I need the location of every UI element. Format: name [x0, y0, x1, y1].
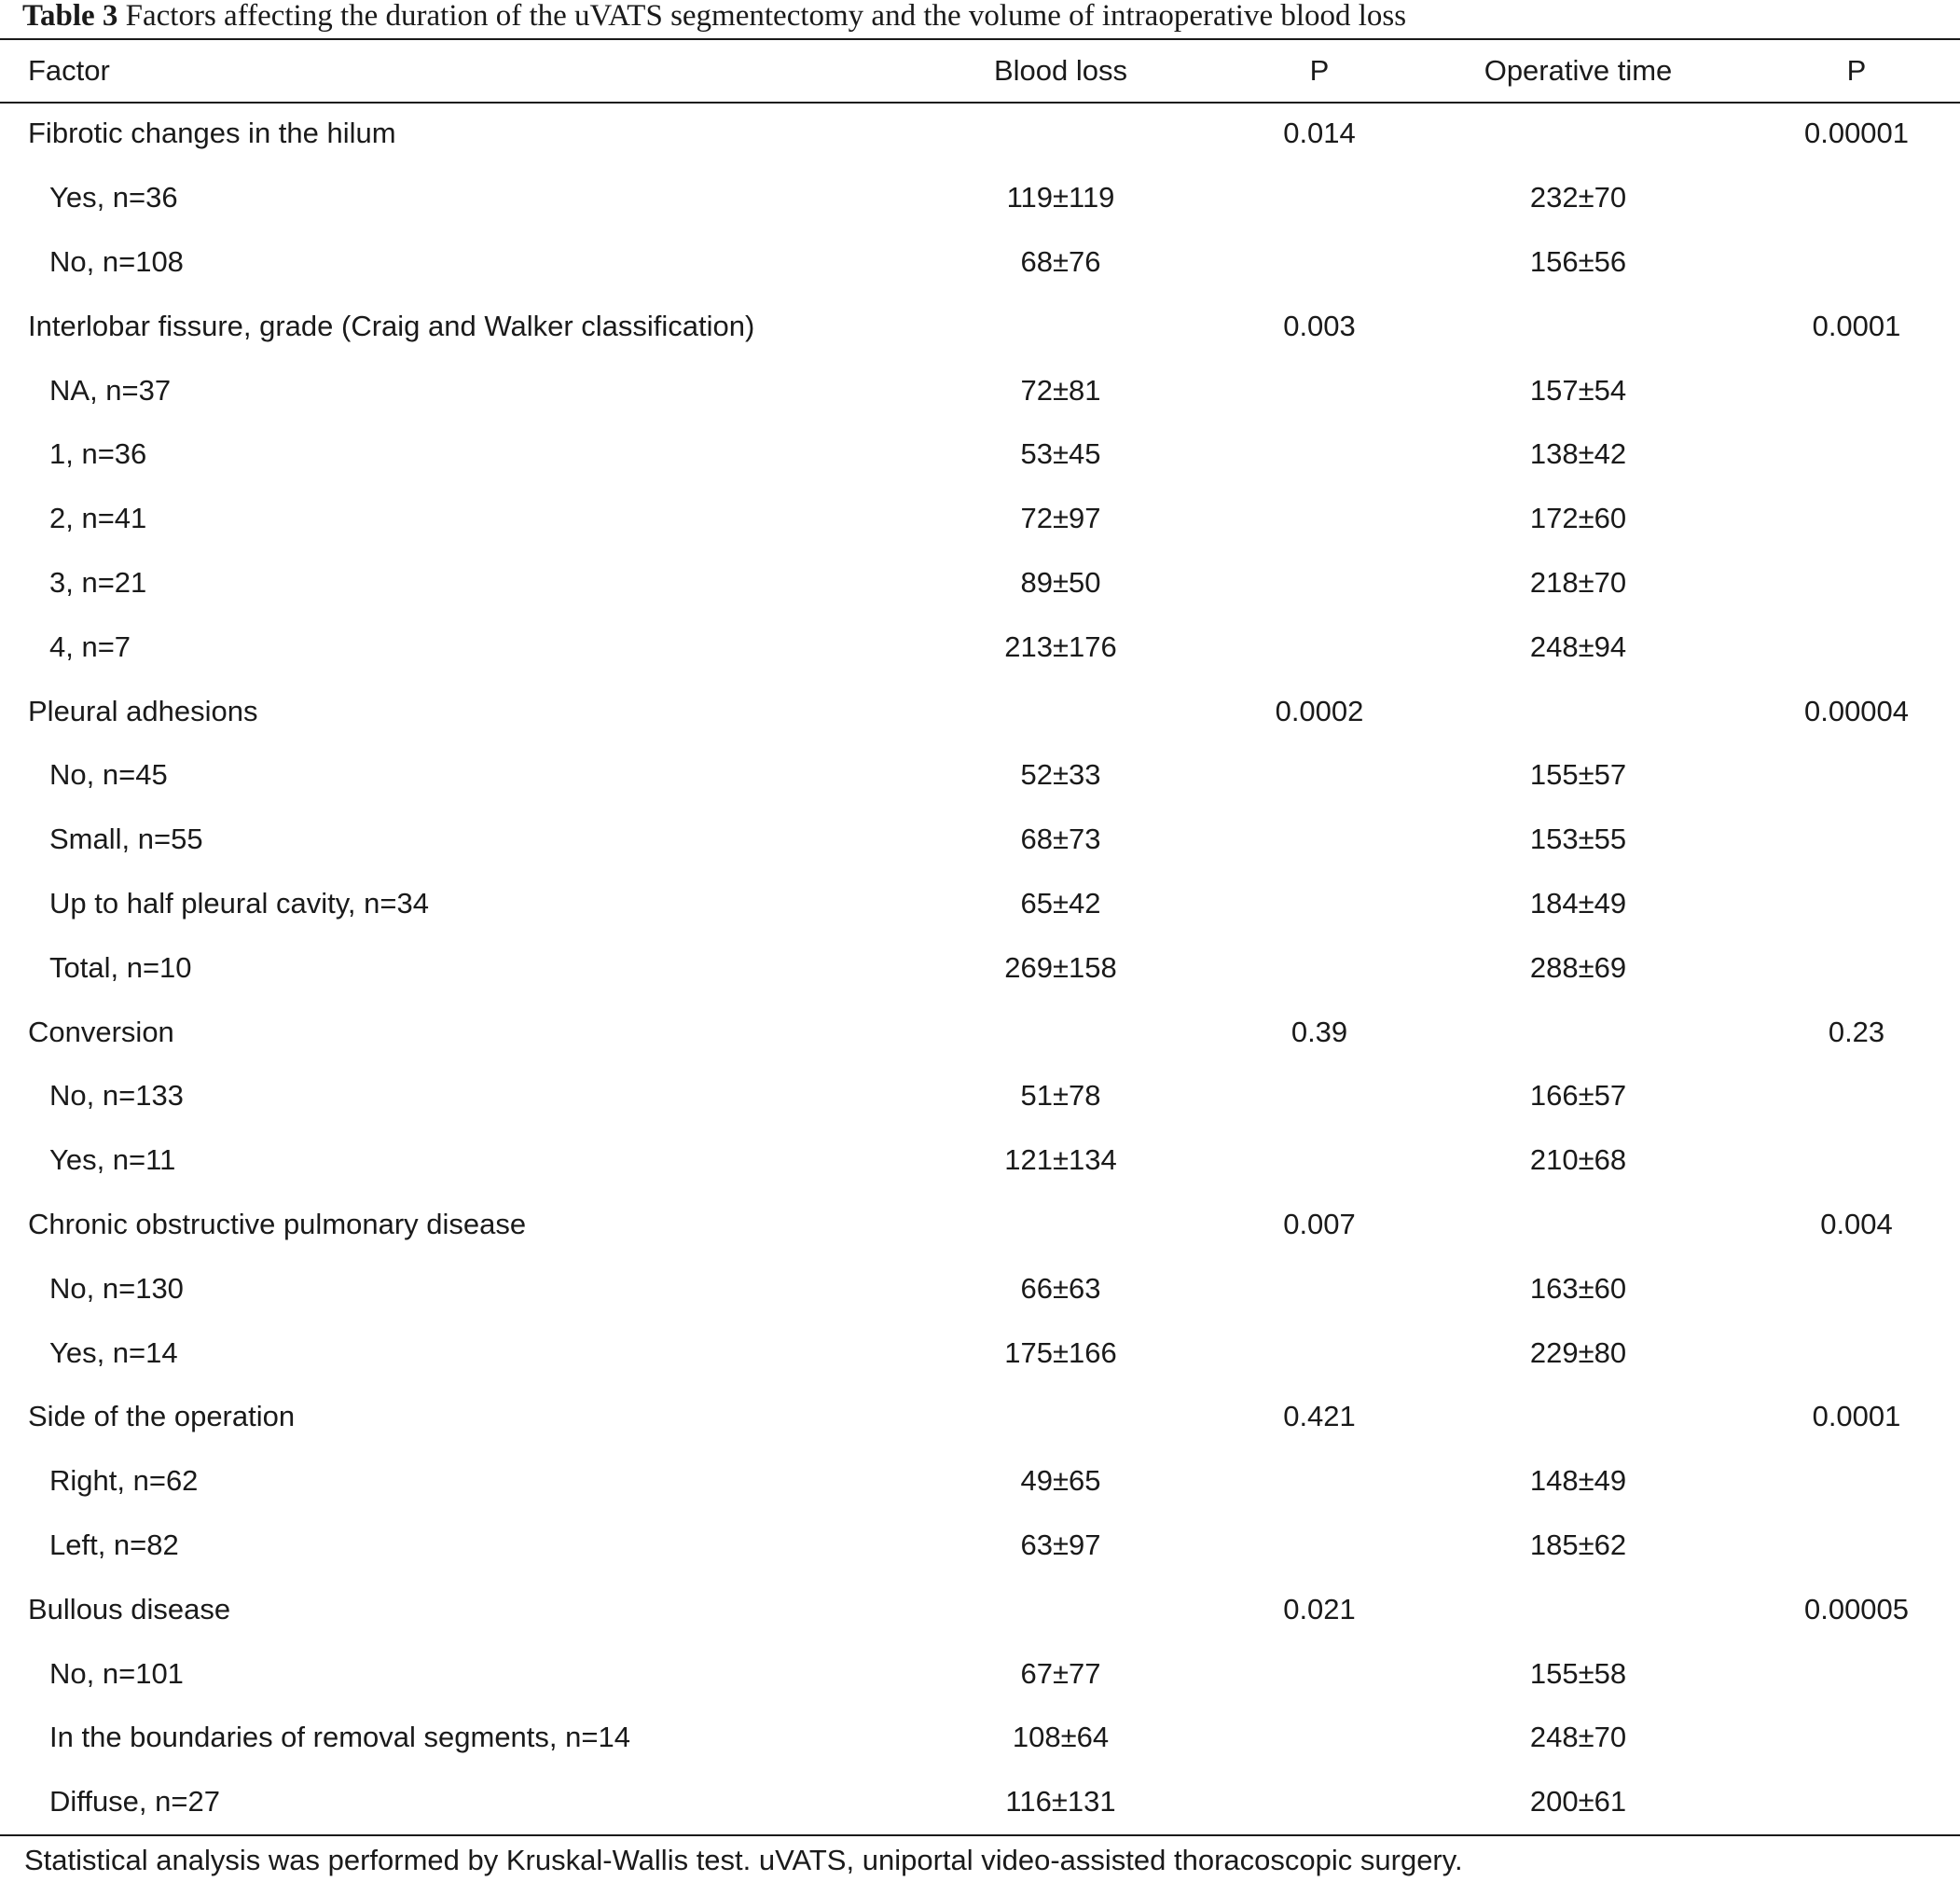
- cell-blood-loss: [886, 1193, 1235, 1257]
- cell-operative-time: 229±80: [1529, 1335, 1627, 1369]
- table-row: [0, 615, 1960, 679]
- cell-operative-time: 210±68: [1529, 1143, 1627, 1177]
- header-p-blood-loss: P: [1309, 54, 1330, 87]
- cell-p-blood-loss: 0.0002: [1275, 694, 1364, 727]
- cell-blood-loss: 269±158: [1004, 950, 1117, 984]
- cell-p-blood-loss: 0.003: [1283, 309, 1356, 342]
- cell-p-blood-loss: 0.007: [1283, 1207, 1356, 1240]
- table-row: [0, 422, 1960, 487]
- cell-p-blood-loss: [1235, 1641, 1403, 1706]
- cell-p-operative-time: 0.004: [1820, 1207, 1893, 1240]
- cell-p-operative-time: [1753, 615, 1960, 679]
- cell-blood-loss: 66±63: [1020, 1271, 1101, 1305]
- cell-p-blood-loss: [1235, 1514, 1403, 1578]
- cell-p-operative-time: [1753, 1770, 1960, 1834]
- table-row: [0, 551, 1960, 615]
- cell-blood-loss: 121±134: [1004, 1143, 1117, 1177]
- cell-operative-time: [1403, 102, 1753, 166]
- cell-p-blood-loss: [1235, 422, 1403, 487]
- cell-operative-time: [1403, 679, 1753, 743]
- factors-table: [0, 40, 1960, 1834]
- cell-p-blood-loss: [1235, 1449, 1403, 1514]
- cell-p-blood-loss: [1235, 1256, 1403, 1321]
- cell-factor: Yes, n=11: [49, 1143, 176, 1177]
- cell-p-operative-time: [1753, 1449, 1960, 1514]
- cell-p-operative-time: 0.00005: [1803, 1592, 1910, 1625]
- header-operative-time: Operative time: [1484, 54, 1673, 87]
- cell-p-blood-loss: [1235, 743, 1403, 808]
- table-group-row: [0, 679, 1960, 743]
- cell-p-operative-time: [1753, 487, 1960, 551]
- cell-factor: Yes, n=14: [49, 1335, 178, 1369]
- cell-p-blood-loss: [1235, 808, 1403, 872]
- table-group-row: [0, 1577, 1960, 1641]
- cell-p-operative-time: [1753, 230, 1960, 295]
- table-row: [0, 1064, 1960, 1128]
- cell-operative-time: 248±70: [1529, 1721, 1627, 1754]
- cell-p-operative-time: 0.23: [1828, 1015, 1885, 1048]
- table-group-row: [0, 294, 1960, 358]
- table-footnote: Statistical analysis was performed by Kruskal-Wallis test. uVATS, uniportal video-assisted thoracoscopic surgery.: [24, 1844, 1463, 1876]
- cell-factor: 1, n=36: [49, 437, 147, 471]
- cell-p-operative-time: [1753, 872, 1960, 936]
- cell-p-blood-loss: [1235, 487, 1403, 551]
- cell-p-blood-loss: [1235, 1706, 1403, 1770]
- cell-p-blood-loss: 0.39: [1291, 1015, 1348, 1048]
- cell-p-blood-loss: [1235, 358, 1403, 422]
- cell-p-blood-loss: 0.421: [1283, 1400, 1356, 1433]
- cell-p-blood-loss: [1235, 230, 1403, 295]
- table-group-row: [0, 1193, 1960, 1257]
- cell-operative-time: 148±49: [1529, 1464, 1627, 1498]
- cell-p-blood-loss: [1235, 615, 1403, 679]
- cell-factor: 4, n=7: [49, 629, 131, 663]
- cell-operative-time: 156±56: [1529, 244, 1627, 278]
- table-row: [0, 808, 1960, 872]
- cell-p-operative-time: 0.00004: [1803, 694, 1910, 727]
- cell-factor: Up to half pleural cavity, n=34: [49, 886, 429, 920]
- table-row: [0, 935, 1960, 1000]
- table-row: [0, 1770, 1960, 1834]
- table-body: [0, 102, 1960, 1834]
- cell-operative-time: 138±42: [1529, 437, 1627, 471]
- header-p-operative-time: P: [1846, 54, 1867, 87]
- cell-blood-loss: [886, 294, 1235, 358]
- table-row: [0, 358, 1960, 422]
- cell-blood-loss: 68±73: [1020, 823, 1101, 856]
- table-row: [0, 872, 1960, 936]
- cell-factor: Right, n=62: [49, 1464, 199, 1498]
- cell-factor: 3, n=21: [49, 565, 147, 599]
- cell-p-operative-time: 0.0001: [1812, 309, 1901, 342]
- cell-p-blood-loss: [1235, 935, 1403, 1000]
- cell-operative-time: 163±60: [1529, 1271, 1627, 1305]
- cell-p-operative-time: [1753, 1128, 1960, 1193]
- cell-blood-loss: [886, 102, 1235, 166]
- cell-operative-time: 155±57: [1529, 758, 1627, 792]
- cell-operative-time: 172±60: [1529, 502, 1627, 535]
- cell-factor: No, n=101: [49, 1656, 184, 1690]
- cell-factor: No, n=130: [49, 1271, 184, 1305]
- cell-operative-time: [1403, 1577, 1753, 1641]
- cell-operative-time: 288±69: [1529, 950, 1627, 984]
- cell-blood-loss: 51±78: [1020, 1079, 1101, 1113]
- cell-factor: No, n=45: [49, 758, 168, 792]
- cell-operative-time: 218±70: [1529, 565, 1627, 599]
- table-group-row: [0, 102, 1960, 166]
- table-row: [0, 1514, 1960, 1578]
- cell-p-blood-loss: [1235, 551, 1403, 615]
- table-group-row: [0, 1000, 1960, 1064]
- cell-blood-loss: 72±97: [1020, 502, 1101, 535]
- cell-factor: 2, n=41: [49, 502, 147, 535]
- cell-blood-loss: 65±42: [1020, 886, 1101, 920]
- table-row: [0, 487, 1960, 551]
- cell-operative-time: 166±57: [1529, 1079, 1627, 1113]
- cell-blood-loss: 68±76: [1020, 244, 1101, 278]
- cell-p-operative-time: 0.00001: [1803, 117, 1910, 150]
- cell-p-operative-time: [1753, 422, 1960, 487]
- table-row: [0, 1321, 1960, 1385]
- cell-p-operative-time: [1753, 1514, 1960, 1578]
- cell-p-blood-loss: [1235, 872, 1403, 936]
- cell-operative-time: 157±54: [1529, 373, 1627, 407]
- cell-p-blood-loss: [1235, 166, 1403, 230]
- cell-operative-time: [1403, 1000, 1753, 1064]
- table-bottom-rule: [0, 1834, 1960, 1836]
- table-header-row: [0, 40, 1960, 102]
- cell-p-operative-time: 0.0001: [1812, 1400, 1901, 1433]
- cell-blood-loss: 108±64: [1012, 1721, 1110, 1754]
- cell-p-operative-time: [1753, 166, 1960, 230]
- cell-blood-loss: [886, 679, 1235, 743]
- cell-blood-loss: 53±45: [1020, 437, 1101, 471]
- cell-p-blood-loss: [1235, 1064, 1403, 1128]
- cell-operative-time: [1403, 1385, 1753, 1449]
- header-blood-loss: Blood loss: [993, 54, 1128, 87]
- cell-p-operative-time: [1753, 358, 1960, 422]
- cell-operative-time: 153±55: [1529, 823, 1627, 856]
- cell-p-operative-time: [1753, 551, 1960, 615]
- cell-factor: Interlobar fissure, grade (Craig and Walker classification): [28, 309, 755, 342]
- table-group-row: [0, 1385, 1960, 1449]
- cell-p-operative-time: [1753, 1064, 1960, 1128]
- cell-blood-loss: 63±97: [1020, 1528, 1101, 1561]
- cell-blood-loss: [886, 1000, 1235, 1064]
- cell-blood-loss: 89±50: [1020, 565, 1101, 599]
- cell-blood-loss: 175±166: [1004, 1335, 1117, 1369]
- cell-factor: Fibrotic changes in the hilum: [28, 117, 396, 150]
- cell-factor: Chronic obstructive pulmonary disease: [28, 1207, 527, 1240]
- cell-p-operative-time: [1753, 808, 1960, 872]
- cell-blood-loss: 213±176: [1004, 629, 1117, 663]
- cell-operative-time: 232±70: [1529, 181, 1627, 214]
- cell-factor: Total, n=10: [49, 950, 192, 984]
- table-label: Table 3: [22, 0, 118, 33]
- cell-factor: Side of the operation: [28, 1400, 296, 1433]
- cell-blood-loss: 49±65: [1020, 1464, 1101, 1498]
- table-row: [0, 1641, 1960, 1706]
- cell-blood-loss: [886, 1577, 1235, 1641]
- cell-factor: Pleural adhesions: [28, 694, 258, 727]
- table-row: [0, 1449, 1960, 1514]
- cell-factor: In the boundaries of removal segments, n=14: [49, 1721, 630, 1754]
- table-row: [0, 1128, 1960, 1193]
- cell-factor: Conversion: [28, 1015, 174, 1048]
- cell-p-operative-time: [1753, 1706, 1960, 1770]
- cell-operative-time: 248±94: [1529, 629, 1627, 663]
- cell-p-operative-time: [1753, 1256, 1960, 1321]
- cell-factor: Bullous disease: [28, 1592, 231, 1625]
- cell-p-operative-time: [1753, 1321, 1960, 1385]
- table-row: [0, 1256, 1960, 1321]
- header-factor: Factor: [28, 54, 110, 87]
- table-caption-text: Factors affecting the duration of the uVATS segmentectomy and the volume of intraoperative blood loss: [125, 0, 1407, 33]
- table-row: [0, 230, 1960, 295]
- cell-p-operative-time: [1753, 743, 1960, 808]
- cell-operative-time: 200±61: [1529, 1785, 1627, 1819]
- cell-operative-time: [1403, 294, 1753, 358]
- table-row: [0, 743, 1960, 808]
- cell-blood-loss: 52±33: [1020, 758, 1101, 792]
- cell-blood-loss: [886, 1385, 1235, 1449]
- cell-blood-loss: 67±77: [1020, 1656, 1101, 1690]
- cell-operative-time: 184±49: [1529, 886, 1627, 920]
- cell-blood-loss: 119±119: [1006, 181, 1115, 214]
- table-row: [0, 1706, 1960, 1770]
- cell-factor: Small, n=55: [49, 823, 203, 856]
- cell-operative-time: 155±58: [1529, 1656, 1627, 1690]
- cell-p-operative-time: [1753, 1641, 1960, 1706]
- cell-operative-time: 185±62: [1529, 1528, 1627, 1561]
- cell-factor: No, n=108: [49, 244, 184, 278]
- cell-operative-time: [1403, 1193, 1753, 1257]
- cell-p-blood-loss: [1235, 1321, 1403, 1385]
- cell-p-blood-loss: [1235, 1128, 1403, 1193]
- cell-p-blood-loss: 0.014: [1283, 117, 1356, 150]
- table-caption: [22, 0, 1406, 35]
- cell-p-blood-loss: [1235, 1770, 1403, 1834]
- cell-p-operative-time: [1753, 935, 1960, 1000]
- cell-factor: Diffuse, n=27: [49, 1785, 220, 1819]
- cell-blood-loss: 72±81: [1020, 373, 1101, 407]
- cell-factor: Left, n=82: [49, 1528, 179, 1561]
- table-row: [0, 166, 1960, 230]
- cell-factor: Yes, n=36: [49, 181, 178, 214]
- cell-factor: No, n=133: [49, 1079, 184, 1113]
- cell-factor: NA, n=37: [49, 373, 172, 407]
- cell-blood-loss: 116±131: [1005, 1785, 1116, 1819]
- cell-p-blood-loss: 0.021: [1283, 1592, 1356, 1625]
